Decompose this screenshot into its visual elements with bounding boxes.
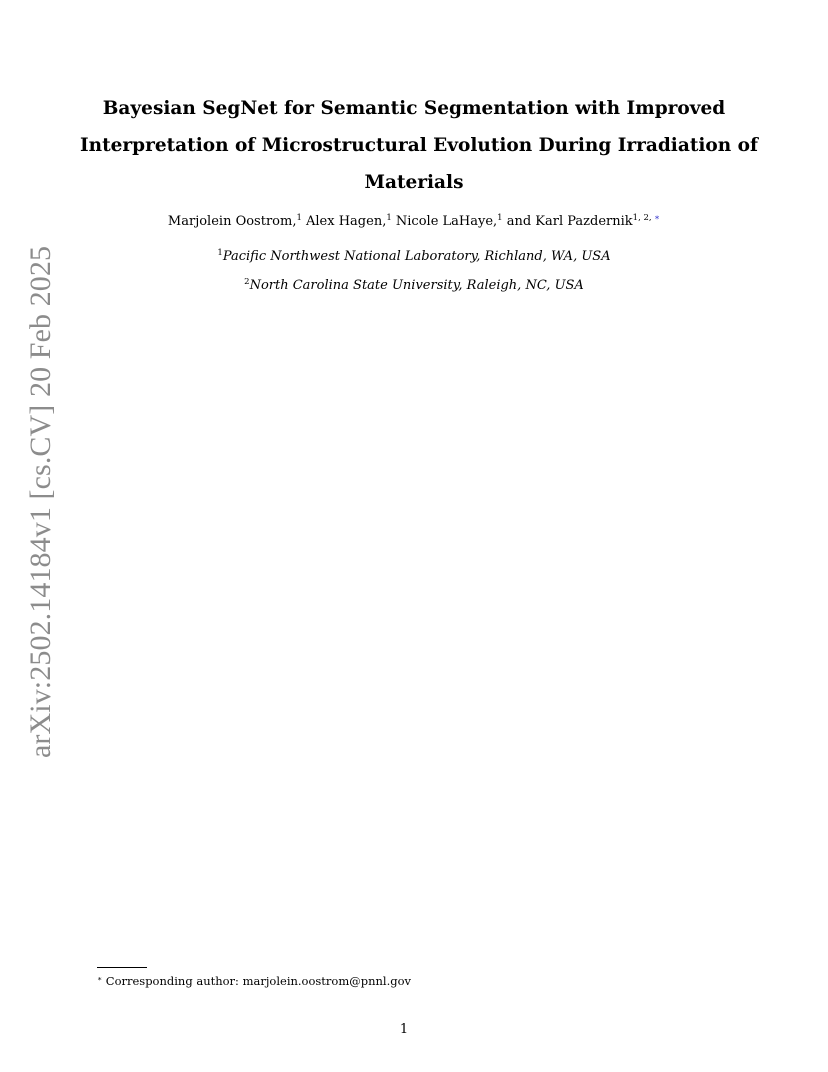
author-affil-mark: 1, 2, <box>632 213 655 223</box>
affiliation <box>60 276 768 296</box>
author-name: Nicole LaHaye, <box>395 214 498 229</box>
footnote-text: Corresponding author: marjolein.oostrom@pnnl.gov <box>105 974 412 988</box>
footnote-rule <box>97 967 147 968</box>
arxiv-stamp: arXiv:2502.14184v1 [cs.CV] 20 Feb 2025 <box>24 245 57 758</box>
author-affil-mark: 1 <box>296 213 302 223</box>
affiliation-text: Pacific Northwest National Laboratory, Richland, WA, USA <box>222 249 611 264</box>
affiliation-text: North Carolina State University, Raleigh, NC, USA <box>249 278 584 293</box>
paper-title <box>80 90 758 201</box>
title-line-3: Materials <box>364 172 464 193</box>
affiliation <box>60 247 768 267</box>
footnote-mark: ∗ <box>97 974 103 983</box>
page-number: 1 <box>399 1022 409 1037</box>
corresponding-author-link[interactable]: ∗ <box>654 213 661 223</box>
footnote <box>97 973 411 989</box>
author-affil-mark: 1 <box>497 213 503 223</box>
affiliation-mark: 2 <box>244 277 250 287</box>
title-line-2: Interpretation of Microstructural Evolution During Irradiation of <box>80 135 758 156</box>
author-name: Marjolein Oostrom, <box>167 214 297 229</box>
title-line-1: Bayesian SegNet for Semantic Segmentation with Improved <box>102 98 726 119</box>
author-name: and Karl Pazdernik <box>506 214 633 229</box>
affiliation-mark: 1 <box>217 248 223 258</box>
author-name: Alex Hagen, <box>306 214 387 229</box>
author-affil-mark: 1 <box>386 213 392 223</box>
author-list <box>60 212 768 232</box>
